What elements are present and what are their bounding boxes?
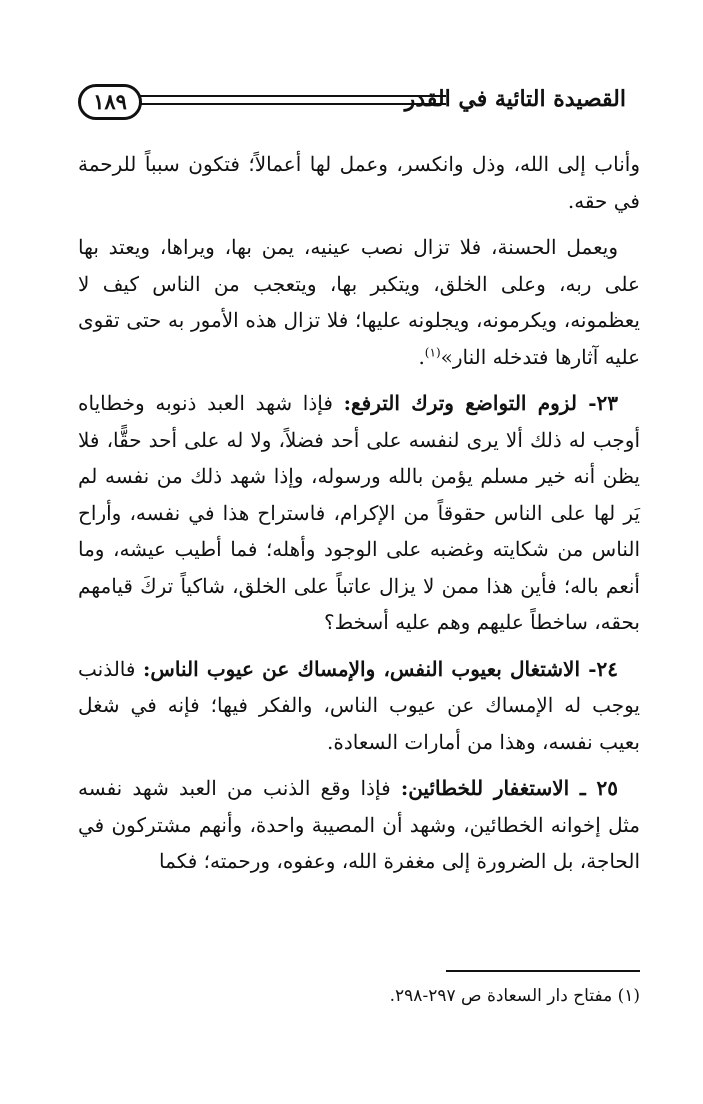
- section-text: فالذنب يوجب له الإمساك عن عيوب الناس، والفكر فيها؛ فإنه في شغل بعيب نفسه، وهذا من أمارات السعادة.: [78, 656, 640, 754]
- paragraph-text: ويعمل الحسنة، فلا تزال نصب عينيه، يمن بها، ويراها، ويعتد بها على ربه، وعلى الخلق، ويتكبر بها، ويتعجب من الناس كيف لا يعظمونه، ويكرمونه، ويجلونه عليها؛ فلا تزال هذه الأمور به حتى تقوى عليه آثارها فتدخله النار»: [78, 235, 640, 369]
- running-title: القصيدة التائية في القدر: [404, 86, 626, 112]
- section-text: فإذا شهد العبد ذنوبه وخطاياه أوجب له ذلك ألا يرى لنفسه على أحد فضلاً، ولا له على أحد حقًّا، فلا يظن أنه خير مسلم يؤمن بالله ورسوله، وإذا شهد ذلك من نفسه لم يَر لها على الناس حقوقاً من الإكرام، فاستراح هذا في نفسه، وأراح الناس من شكايته وغضبه على الوجود وأهله؛ فما أطيب عيشه، وما أنعم باله؛ فأين هذا ممن لا يزال عاتباً على الخلق، شاكياً تركَ قيامهم بحقه، ساخطاً عليهم وهم عليه أسخط؟: [78, 391, 641, 634]
- footnote: (١) مفتاح دار السعادة ص ٢٩٧-٢٩٨.: [389, 986, 640, 1006]
- header-rule: [140, 95, 446, 97]
- footnote-separator: [446, 970, 640, 972]
- page-header: [78, 84, 626, 126]
- section-heading: ٢٣- لزوم التواضع وترك الترفع:: [343, 391, 619, 415]
- page-number: ١٨٩: [78, 84, 142, 120]
- section-23: [78, 385, 640, 641]
- paragraph: [78, 229, 640, 375]
- section-25: [78, 770, 640, 880]
- section-24: [78, 651, 640, 761]
- section-heading: ٢٤- الاشتغال بعيوب النفس، والإمساك عن عيوب الناس:: [143, 656, 618, 681]
- paragraph-end: .: [418, 344, 425, 369]
- section-heading: ٢٥ ـ الاستغفار للخطائين:: [400, 776, 619, 800]
- footnote-reference[interactable]: (١): [424, 344, 441, 359]
- header-rule: [140, 103, 446, 105]
- body-text: [78, 146, 640, 890]
- section-text: فإذا وقع الذنب من العبد شهد نفسه مثل إخوانه الخطائين، وشهد أن المصيبة واحدة، وأنهم مشتركون في الحاجة، بل الضرورة إلى مغفرة الله، وعفوه، ورحمته؛ فكما: [78, 776, 640, 873]
- paragraph: وأناب إلى الله، وذل وانكسر، وعمل لها أعمالاً؛ فتكون سبباً للرحمة في حقه.: [78, 152, 640, 213]
